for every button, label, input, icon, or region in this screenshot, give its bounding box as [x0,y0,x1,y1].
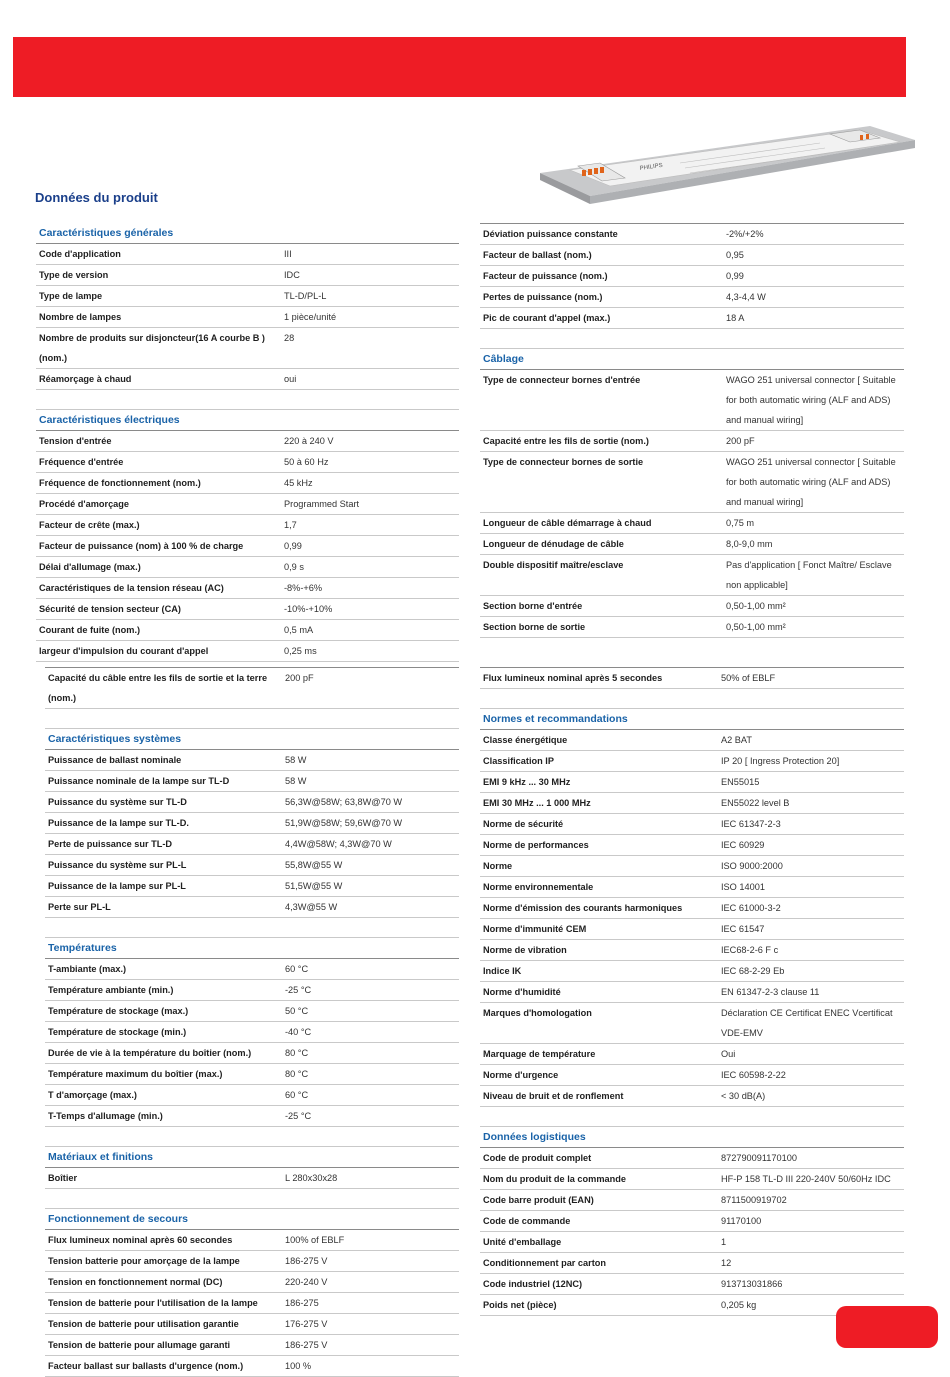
spec-value: 872790091170100 [721,1153,797,1163]
spec-row-flux-lumineux-nominal-apres-60-secondes [45,1230,459,1251]
spec-label: Facteur de ballast (nom.) [483,250,592,260]
section-spacer [480,1107,904,1127]
section-spacer [480,689,904,709]
spec-row-tension-d-entree [36,431,459,452]
spec-row-tension-en-fonctionnement-normal-dc [45,1272,459,1293]
section-spacer [45,1127,459,1147]
spec-label: Type de lampe [39,291,103,301]
spec-row-courant-de-fuite-nom [36,620,459,641]
spec-label: Norme environnementale [483,882,594,892]
spec-row-niveau-de-bruit-et-de-ronflement [480,1086,904,1107]
spec-label: T-Temps d'allumage (min.) [48,1111,163,1121]
spec-label: EMI 30 MHz ... 1 000 MHz [483,798,591,808]
spec-row-classification-ip [480,751,904,772]
spec-label: Température maximum du boîtier (max.) [48,1069,223,1079]
spec-value: A2 BAT [721,735,752,745]
spec-value: 56,3W@58W; 63,8W@70 W [285,797,403,807]
spec-label: Poids net (pièce) [483,1300,557,1310]
spec-row-procede-d-amorcage [36,494,459,515]
spec-value: 58 W [285,755,307,765]
spec-label: Flux lumineux nominal après 60 secondes [48,1235,233,1245]
spec-value: 12 [721,1258,732,1268]
spec-label: Norme [483,861,513,871]
spec-value: IEC 68-2-29 Eb [721,966,785,976]
spec-row-code-barre-produit-ean [480,1190,904,1211]
spec-row-unite-d-emballage [480,1232,904,1253]
spec-row-pertes-de-puissance-nom [480,287,904,308]
spec-row-temperature-ambiante-min [45,980,459,1001]
spec-row-puissance-nominale-de-la-lampe-sur-tl-d [45,771,459,792]
spec-label: Procédé d'amorçage [39,499,130,509]
spec-value: 60 °C [285,1090,309,1100]
spec-value: 1,7 [284,520,297,530]
spec-row-code-de-commande [480,1211,904,1232]
spec-row-temperature-de-stockage-max [45,1001,459,1022]
spec-row-nombre-de-produits-sur-disjoncteur-16-a- [36,328,459,369]
spec-label: Indice IK [483,966,522,976]
spec-value: 220-240 V [285,1277,328,1287]
spec-label: Caractéristiques de la tension réseau (AC) [39,583,224,593]
spec-value: Programmed Start [284,499,360,509]
spec-row-temperature-de-stockage-min [45,1022,459,1043]
spec-value: 200 pF [285,673,314,683]
spec-value: III [284,249,292,259]
section-title-materiaux-et-finitions: Matériaux et finitions [45,1147,459,1168]
section-title-donnees-logistiques: Données logistiques [480,1127,904,1148]
spec-label: largeur d'impulsion du courant d'appel [39,646,209,656]
spec-label: Norme d'immunité CEM [483,924,587,934]
spec-value: 913713031866 [721,1279,783,1289]
spec-row-pic-de-courant-d-appel-max [480,308,904,329]
spec-label: Fréquence d'entrée [39,457,124,467]
section-title-caracteristiques-systemes: Caractéristiques systèmes [45,729,459,750]
spec-value: 80 °C [285,1069,309,1079]
spec-label: Code industriel (12NC) [483,1279,583,1289]
spec-value: EN 61347-2-3 clause 11 [721,987,820,997]
spec-value: 45 kHz [284,478,313,488]
spec-value: 50 à 60 Hz [284,457,329,467]
spec-row-capacite-du-cable-entre-les-fils-de-sort [45,667,459,709]
spec-value: oui [284,374,297,384]
spec-value: IEC 61000-3-2 [721,903,781,913]
spec-row-deviation-puissance-constante [480,223,904,245]
spec-label: Longueur de dénudage de câble [483,539,624,549]
spec-label: Facteur ballast sur ballasts d'urgence (nom.) [48,1361,244,1371]
spec-row-norme [480,856,904,877]
spec-label: Température ambiante (min.) [48,985,174,995]
spec-value: 186-275 V [285,1340,328,1350]
spec-value: Oui [721,1049,736,1059]
spec-row-largeur-d-impulsion-du-courant-d-appel [36,641,459,662]
spec-value: HF-P 158 TL-D III 220-240V 50/60Hz IDC [721,1174,891,1184]
spec-label: Flux lumineux nominal après 5 secondes [483,673,663,683]
section-spacer [45,1189,459,1209]
spec-label: Code de produit complet [483,1153,592,1163]
spec-label: Perte de puissance sur TL-D [48,839,173,849]
spec-row-t-ambiante-max [45,959,459,980]
spec-label: Norme d'émission des courants harmoniques [483,903,683,913]
spec-row-flux-lumineux-nominal-apres-5-secondes [480,667,904,689]
section-title-cablage: Câblage [480,349,904,370]
spec-label: Sécurité de tension secteur (CA) [39,604,181,614]
spec-label: Nom du produit de la commande [483,1174,626,1184]
section-title-fonctionnement-de-secours: Fonctionnement de secours [45,1209,459,1230]
spec-value: 91170100 [721,1216,762,1226]
spec-row-securite-de-tension-secteur-ca [36,599,459,620]
header-banner [13,37,906,97]
spec-value: -25 °C [285,985,312,995]
section-spacer [36,390,459,410]
spec-value: 186-275 V [285,1256,328,1266]
spec-label: Norme de vibration [483,945,567,955]
spec-value: 0,99 [726,271,744,281]
spec-row-double-dispositif-maitre-esclave [480,555,904,596]
spec-value: 8,0-9,0 mm [726,539,773,549]
spec-value: 80 °C [285,1048,309,1058]
spec-row-perte-de-puissance-sur-tl-d [45,834,459,855]
spec-value: IDC [284,270,300,280]
spec-label: Unité d'emballage [483,1237,562,1247]
spec-row-type-de-connecteur-bornes-d-entree [480,370,904,431]
spec-label: Fréquence de fonctionnement (nom.) [39,478,201,488]
spec-row-tension-de-batterie-pour-allumage-garant [45,1335,459,1356]
spec-row-type-de-lampe [36,286,459,307]
section-spacer [480,329,904,349]
spec-row-indice-ik [480,961,904,982]
spec-label: Puissance nominale de la lampe sur TL-D [48,776,230,786]
spec-label: Tension de batterie pour utilisation garantie [48,1319,239,1329]
spec-column-general-electrical [36,223,459,662]
spec-label: Niveau de bruit et de ronflement [483,1091,624,1101]
spec-value: IEC 61347-2-3 [721,819,781,829]
spec-label: Section borne d'entrée [483,601,583,611]
ballast-product-image [530,118,920,210]
spec-label: Puissance de la lampe sur TL-D. [48,818,189,828]
spec-label: Type de connecteur bornes de sortie [483,457,644,467]
spec-label: Double dispositif maître/esclave [483,560,624,570]
spec-row-code-d-application [36,244,459,265]
spec-value: 186-275 [285,1298,319,1308]
spec-row-norme-environnementale [480,877,904,898]
spec-value: 176-275 V [285,1319,328,1329]
spec-label: Puissance du système sur PL-L [48,860,187,870]
spec-value: IP 20 [ Ingress Protection 20] [721,756,840,766]
spec-label: Type de version [39,270,109,280]
spec-value: 0,25 ms [284,646,317,656]
spec-row-section-borne-de-sortie [480,617,904,638]
page-title: Données du produit [35,190,158,205]
spec-label: Facteur de puissance (nom.) [483,271,608,281]
spec-row-frequence-d-entree [36,452,459,473]
spec-value: 28 [284,333,295,343]
spec-row-type-de-connecteur-bornes-de-sortie [480,452,904,513]
spec-label: Norme d'humidité [483,987,561,997]
spec-value: IEC68-2-6 F c [721,945,779,955]
spec-row-code-de-produit-complet [480,1148,904,1169]
spec-value: 0,205 kg [721,1300,757,1310]
spec-row-marquage-de-temperature [480,1044,904,1065]
spec-value: -25 °C [285,1111,312,1121]
spec-label: Marques d'homologation [483,1008,592,1018]
spec-label: Facteur de puissance (nom) à 100 % de charge [39,541,244,551]
spec-row-facteur-de-puissance-nom-a-100-de-charge [36,536,459,557]
spec-row-reamorcage-a-chaud [36,369,459,390]
spec-column-power-wiring [480,223,904,638]
spec-label: Marquage de température [483,1049,596,1059]
spec-row-facteur-de-crete-max [36,515,459,536]
spec-row-longueur-de-denudage-de-cable [480,534,904,555]
spec-row-tension-batterie-pour-amorcage-de-la-lam [45,1251,459,1272]
spec-label: Puissance de la lampe sur PL-L [48,881,186,891]
spec-row-section-borne-d-entree [480,596,904,617]
spec-value: 8711500919702 [721,1195,787,1205]
spec-row-facteur-de-ballast-nom [480,245,904,266]
section-title-caracteristiques-generales: Caractéristiques générales [36,223,459,244]
spec-row-norme-d-emission-des-courants-harmonique [480,898,904,919]
spec-label: EMI 9 kHz ... 30 MHz [483,777,571,787]
spec-row-facteur-de-puissance-nom [480,266,904,287]
spec-row-classe-energetique [480,730,904,751]
spec-label: Pic de courant d'appel (max.) [483,313,611,323]
spec-value: 1 [721,1237,727,1247]
spec-row-capacite-entre-les-fils-de-sortie-nom [480,431,904,452]
spec-value: L 280x30x28 [285,1173,338,1183]
spec-label: Puissance du système sur TL-D [48,797,187,807]
spec-label: Longueur de câble démarrage à chaud [483,518,652,528]
section-title-caracteristiques-electriques: Caractéristiques électriques [36,410,459,431]
spec-label: Type de connecteur bornes d'entrée [483,375,641,385]
spec-label: Tension batterie pour amorçage de la lampe [48,1256,240,1266]
section-title-normes-et-recommandations: Normes et recommandations [480,709,904,730]
spec-row-norme-de-performances [480,835,904,856]
spec-row-puissance-de-la-lampe-sur-pl-l [45,876,459,897]
spec-label: Tension d'entrée [39,436,112,446]
spec-row-longueur-de-cable-demarrage-a-chaud [480,513,904,534]
spec-value: ISO 14001 [721,882,765,892]
spec-row-conditionnement-par-carton [480,1253,904,1274]
spec-value: 4,3-4,4 W [726,292,766,302]
spec-label: Nombre de produits sur disjoncteur(16 A courbe B ) (nom.) [39,333,265,363]
section-spacer [45,709,459,729]
spec-label: Déviation puissance constante [483,229,618,239]
spec-value: 55,8W@55 W [285,860,343,870]
spec-value: < 30 dB(A) [721,1091,766,1101]
spec-row-boitier [45,1168,459,1189]
spec-row-marques-d-homologation [480,1003,904,1044]
product-brand-label: PHILIPS [639,162,664,172]
spec-row-duree-de-vie-a-la-temperature-du-boitier [45,1043,459,1064]
spec-value: Déclaration CE Certificat ENEC Vcertificat VDE-EMV [721,1008,893,1038]
spec-label: Délai d'allumage (max.) [39,562,141,572]
spec-value: 58 W [285,776,307,786]
spec-row-caracteristiques-de-la-tension-reseau-ac [36,578,459,599]
spec-value: 0,9 s [284,562,304,572]
spec-value: 200 pF [726,436,755,446]
section-spacer [45,918,459,938]
section-title-temperatures: Températures [45,938,459,959]
spec-value: -2%/+2% [726,229,764,239]
spec-label: Section borne de sortie [483,622,586,632]
spec-label: Classe énergétique [483,735,568,745]
spec-value: -10%-+10% [284,604,333,614]
spec-value: EN55022 level B [721,798,790,808]
spec-value: 0,75 m [726,518,755,528]
spec-row-t-d-amorcage-max [45,1085,459,1106]
spec-row-norme-d-immunite-cem [480,919,904,940]
spec-label: Classification IP [483,756,554,766]
spec-label: Température de stockage (max.) [48,1006,189,1016]
spec-column-standards-logistics [480,667,904,1316]
spec-row-frequence-de-fonctionnement-nom [36,473,459,494]
spec-value: EN55015 [721,777,760,787]
spec-row-norme-de-vibration [480,940,904,961]
spec-value: 51,5W@55 W [285,881,343,891]
spec-row-code-industriel-12nc [480,1274,904,1295]
spec-label: Capacité entre les fils de sortie (nom.) [483,436,649,446]
spec-label: Capacité du câble entre les fils de sortie et la terre (nom.) [48,673,268,703]
spec-row-type-de-version [36,265,459,286]
spec-value: 100% of EBLF [285,1235,345,1245]
spec-value: 50% of EBLF [721,673,776,683]
spec-label: Pertes de puissance (nom.) [483,292,603,302]
spec-row-puissance-de-ballast-nominale [45,750,459,771]
spec-value: 50 °C [285,1006,309,1016]
spec-value: 4,4W@58W; 4,3W@70 W [285,839,392,849]
spec-label: Conditionnement par carton [483,1258,607,1268]
spec-label: Code barre produit (EAN) [483,1195,594,1205]
spec-value: 220 à 240 V [284,436,334,446]
spec-label: Température de stockage (min.) [48,1027,187,1037]
spec-row-norme-d-humidite [480,982,904,1003]
spec-row-puissance-de-la-lampe-sur-tl-d [45,813,459,834]
spec-value: 1 pièce/unité [284,312,337,322]
spec-row-emi-30-mhz-1-000-mhz [480,793,904,814]
spec-label: Nombre de lampes [39,312,122,322]
spec-value: ISO 9000:2000 [721,861,783,871]
spec-value: 0,5 mA [284,625,314,635]
spec-value: -40 °C [285,1027,312,1037]
spec-value: 0,95 [726,250,744,260]
spec-label: Code de commande [483,1216,571,1226]
spec-label: Tension en fonctionnement normal (DC) [48,1277,223,1287]
spec-label: Courant de fuite (nom.) [39,625,141,635]
spec-value: 18 A [726,313,745,323]
spec-row-delai-d-allumage-max [36,557,459,578]
spec-row-tension-de-batterie-pour-utilisation-gar [45,1314,459,1335]
spec-value: IEC 60598-2-22 [721,1070,786,1080]
spec-row-t-temps-d-allumage-min [45,1106,459,1127]
spec-value: TL-D/PL-L [284,291,327,301]
spec-row-emi-9-khz-30-mhz [480,772,904,793]
spec-label: Puissance de ballast nominale [48,755,182,765]
spec-label: T-ambiante (max.) [48,964,127,974]
spec-row-norme-de-securite [480,814,904,835]
spec-column-systems-temperatures [45,667,459,1377]
spec-row-facteur-ballast-sur-ballasts-d-urgence-n [45,1356,459,1377]
spec-label: T d'amorçage (max.) [48,1090,137,1100]
spec-label: Tension de batterie pour l'utilisation de la lampe [48,1298,258,1308]
spec-row-tension-de-batterie-pour-l-utilisation-d [45,1293,459,1314]
spec-value: 0,50-1,00 mm² [726,622,786,632]
spec-value: 4,3W@55 W [285,902,338,912]
spec-value: 0,99 [284,541,302,551]
spec-label: Norme d'urgence [483,1070,559,1080]
spec-row-puissance-du-systeme-sur-tl-d [45,792,459,813]
spec-label: Tension de batterie pour allumage garanti [48,1340,231,1350]
spec-value: 60 °C [285,964,309,974]
spec-label: Norme de performances [483,840,589,850]
spec-value: Pas d'application [ Fonct Maître/ Esclave non applicable] [726,560,892,590]
spec-value: 0,50-1,00 mm² [726,601,786,611]
spec-label: Boîtier [48,1173,78,1183]
spec-row-perte-sur-pl-l [45,897,459,918]
spec-label: Réamorçage à chaud [39,374,132,384]
spec-value: 51,9W@58W; 59,6W@70 W [285,818,403,828]
spec-row-puissance-du-systeme-sur-pl-l [45,855,459,876]
spec-label: Durée de vie à la température du boîtier (nom.) [48,1048,252,1058]
spec-row-nombre-de-lampes [36,307,459,328]
spec-value: WAGO 251 universal connector [ Suitable for both automatic wiring (ALF and ADS) and manual wiring] [726,375,896,425]
spec-row-norme-d-urgence [480,1065,904,1086]
spec-label: Facteur de crête (max.) [39,520,140,530]
spec-label: Code d'application [39,249,121,259]
spec-value: IEC 61547 [721,924,765,934]
spec-row-nom-du-produit-de-la-commande [480,1169,904,1190]
spec-row-temperature-maximum-du-boitier-max [45,1064,459,1085]
spec-value: IEC 60929 [721,840,765,850]
spec-label: Norme de sécurité [483,819,564,829]
page-tab-marker [836,1306,938,1348]
spec-value: 100 % [285,1361,312,1371]
spec-label: Perte sur PL-L [48,902,111,912]
spec-value: -8%-+6% [284,583,323,593]
spec-value: WAGO 251 universal connector [ Suitable for both automatic wiring (ALF and ADS) and manual wiring] [726,457,896,507]
